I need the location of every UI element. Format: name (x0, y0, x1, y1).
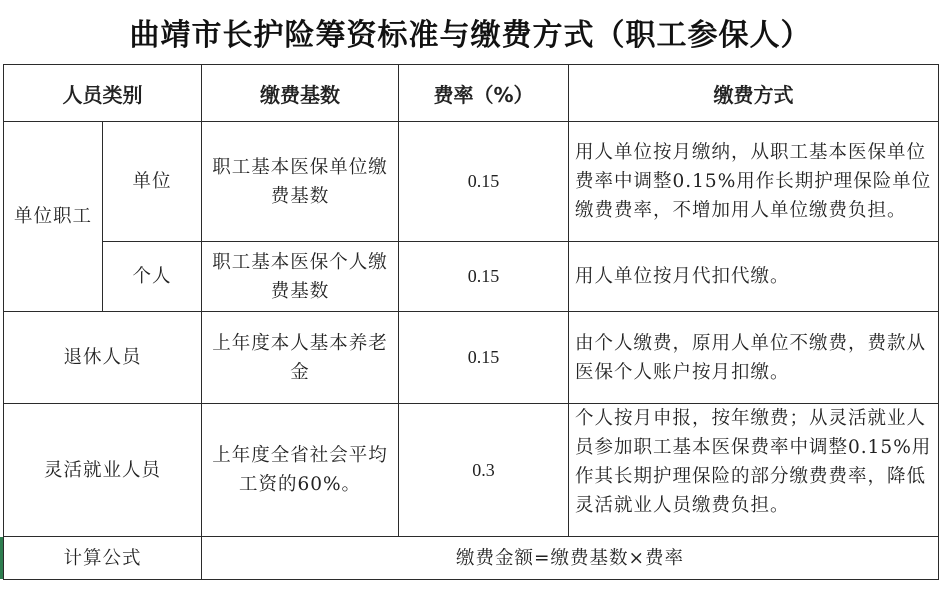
subcategory-personal: 个人 (103, 242, 202, 312)
header-category: 人员类别 (4, 65, 202, 122)
rate-retired: 0.15 (399, 312, 569, 404)
header-rate: 费率（%） (399, 65, 569, 122)
method-flexible: 个人按月申报，按年缴费；从灵活就业人员参加职工基本医保费率中调整0.15%用作其长期护理保险的部分缴费费率，降低灵活就业人员缴费负担。 (569, 404, 939, 537)
row-selection-marker (0, 537, 3, 579)
base-flexible: 上年度全省社会平均工资的60%。 (202, 404, 399, 537)
formula-value: 缴费金额=缴费基数×费率 (202, 537, 939, 580)
rate-unit: 0.15 (399, 122, 569, 242)
category-employee: 单位职工 (4, 122, 103, 312)
base-unit: 职工基本医保单位缴费基数 (202, 122, 399, 242)
method-personal: 用人单位按月代扣代缴。 (569, 242, 939, 312)
base-personal: 职工基本医保个人缴费基数 (202, 242, 399, 312)
header-base: 缴费基数 (202, 65, 399, 122)
rate-flexible: 0.3 (399, 404, 569, 537)
category-flexible: 灵活就业人员 (4, 404, 202, 537)
category-retired: 退休人员 (4, 312, 202, 404)
page-title: 曲靖市长护险筹资标准与缴费方式（职工参保人） (129, 18, 812, 53)
rate-personal: 0.15 (399, 242, 569, 312)
header-method: 缴费方式 (569, 65, 939, 122)
subcategory-unit: 单位 (103, 122, 202, 242)
method-unit: 用人单位按月缴纳，从职工基本医保单位费率中调整0.15%用作长期护理保险单位缴费费率，不增加用人单位缴费负担。 (569, 122, 939, 242)
base-retired: 上年度本人基本养老金 (202, 312, 399, 404)
formula-label: 计算公式 (4, 537, 202, 580)
method-retired: 由个人缴费，原用人单位不缴费，费款从医保个人账户按月扣缴。 (569, 312, 939, 404)
